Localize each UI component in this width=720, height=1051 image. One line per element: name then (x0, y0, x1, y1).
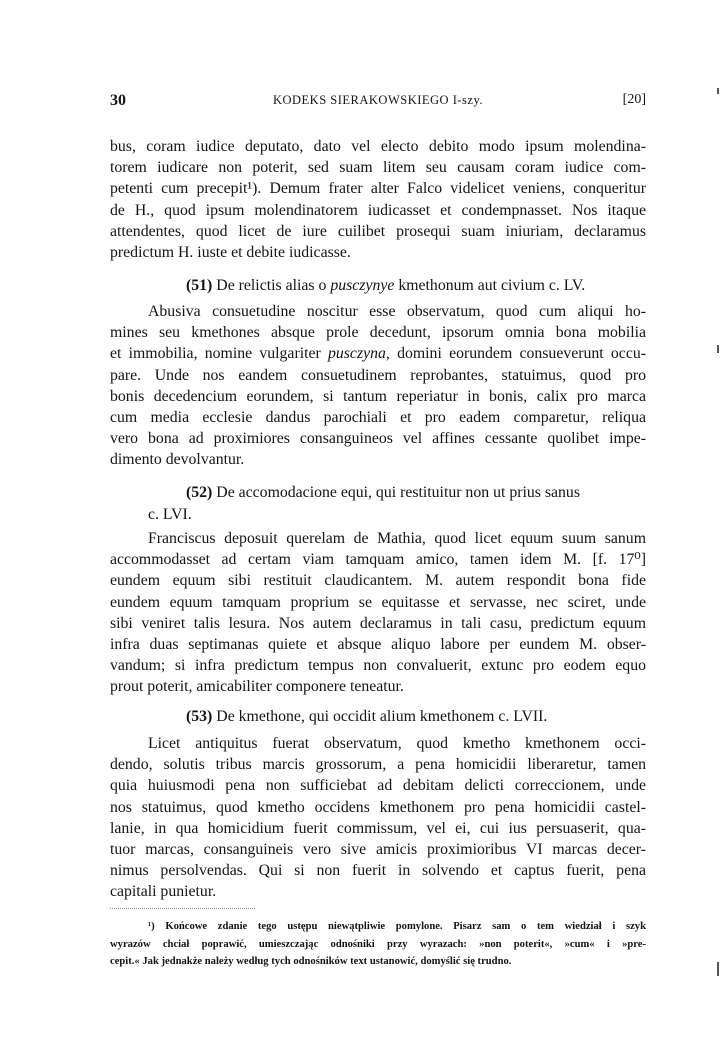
text-line: sibi veniret talis lesura. Nos autem declaramus in tali casu, predictum equum (110, 614, 646, 632)
section-title: De relictis alias o (216, 277, 331, 294)
section-number: (53) (186, 708, 213, 725)
text-line: dendo, solutis tribus marcis grossorum, a pena homicidii liberaretur, tamen (110, 756, 646, 774)
running-header (110, 92, 646, 114)
text-line: pare. Unde nos eandem consuetudinem reprobantes, statuimus, quod pro (110, 366, 646, 384)
section-number: (52) (186, 484, 213, 501)
section-title: kmethonum aut civium c. LV. (394, 277, 586, 294)
footnote-line: ¹) Końcowe zdanie tego ustępu niewątpliwie pomylone. Pisarz sam o tem wiedział i szyk (148, 921, 646, 932)
section-heading-51 (110, 275, 646, 297)
footnote-line: wyrazów chciał poprawić, umieszczając odnośniki przy wyrazach: »non poterit«, »cum« i »pre- (110, 938, 646, 950)
text-line: dimento devolvantur. (110, 451, 245, 469)
text-line: bus, coram iudice deputato, dato vel electo debito modo ipsum molendina- (110, 138, 646, 155)
section-title: pusczynye (330, 277, 395, 294)
section-heading-52 (110, 482, 646, 526)
text-line: attendentes, quod licet de iure cuilibet prosequi suam iniuriam, declaramus (110, 222, 646, 240)
section-body-53 (110, 733, 646, 903)
section-title-continuation: c. LVI. (148, 506, 192, 523)
text-line: Abusiva consuetudine noscitur esse observatum, quod cum aliqui ho- (148, 303, 646, 320)
footnote-separator (110, 908, 255, 909)
scan-edge-mark (717, 345, 719, 353)
text-line: quia huiusmodi pena non sufficiebat ad debitam delicti correccionem, unde (110, 777, 646, 795)
section-body-51 (110, 301, 646, 471)
text-line: Franciscus deposuit querelam de Mathia, quod licet equum suum sanum (148, 530, 646, 547)
text-line: bonis decedencium eorundem, si tantum reperiatur in bonis, calix pro marca (110, 387, 646, 405)
footnote-line: cepit.« Jak jednakże należy według tych odnośników text ustanowić, domyślić się trudno. (110, 956, 512, 967)
text-line: prout poterit, amicabiliter componere teneatur. (110, 678, 404, 696)
page-number: 30 (110, 92, 126, 109)
footnote (110, 918, 646, 971)
running-title: KODEKS SIERAKOWSKIEGO I-szy. (272, 93, 484, 107)
text-line: lanie, in qua homicidium fuerit commissum, vel ei, cui ius persuaserit, qua- (110, 819, 646, 837)
text-line: predictum H. iuste et debite iudicasse. (110, 243, 351, 261)
text-line: vero bona ad proximiores consanguineos vel affines cessante quolibet impe- (110, 430, 646, 448)
section-heading-line (110, 275, 646, 297)
text-line: et immobilia, nomine vulgariter pusczyna, domini eorundem consueverunt occu- (110, 345, 646, 363)
folio-reference: [20] (622, 92, 646, 107)
scan-edge-mark (717, 88, 719, 94)
section-heading-53 (110, 706, 646, 728)
text-line: eundem equum tamquam proprium se equitasse et servasse, nec sciret, unde (110, 593, 646, 611)
section-number: (51) (186, 277, 213, 294)
text-line: capitali punietur. (110, 883, 217, 901)
section-body-52 (110, 528, 646, 698)
text-line: vandum; si infra predictum tempus non convaluerit, extunc pro eodem equo (110, 657, 646, 675)
text-line: eundem equum sibi restituit claudicantem. M. autem respondit bona fide (110, 572, 646, 590)
continuation-paragraph (110, 136, 646, 263)
text-line: infra duas septimanas quiete et absque aliquo labore per eundem M. obser- (110, 635, 646, 653)
text-line: accommodasset ad certam viam tamquam amico, tamen idem M. [f. 17⁰] (110, 551, 646, 569)
text-line: cum media ecclesie dandus parochiali et pro eadem comparetur, reliqua (110, 408, 646, 426)
text-line: Licet antiquitus fuerat observatum, quod kmetho kmethonem occi- (148, 735, 646, 752)
text-line: de H., quod ipsum molendinatorem iudicasset et condempnasset. Nos itaque (110, 201, 646, 219)
text-line: tuor marcas, consanguineis vero sive amicis proximioribus VI marcas decer- (110, 840, 646, 858)
section-heading-line (110, 706, 646, 728)
section-title: De accomodacione equi, qui restituitur non ut prius sanus (216, 484, 580, 501)
section-heading-line (110, 482, 646, 504)
text-line: petenti cum precepit¹). Demum frater alter Falco videlicet veniens, conqueritur (110, 180, 646, 198)
text-line: nos statuimus, quod kmetho occidens kmethonem pro pena homicidii castel- (110, 798, 646, 816)
text-line: nimus persolvendas. Qui si non fuerit in solvendo et captus fuerit, pena (110, 862, 646, 880)
section-title: De kmethone, qui occidit alium kmethonem c. LVII. (216, 708, 548, 725)
scan-edge-mark (717, 962, 719, 976)
text-line: torem iudicare non poterit, sed suam litem seu causam coram iudice com- (110, 159, 646, 177)
text-line: mines seu kmethones absque prole decedunt, ipsorum omnia bona mobilia (110, 324, 646, 342)
